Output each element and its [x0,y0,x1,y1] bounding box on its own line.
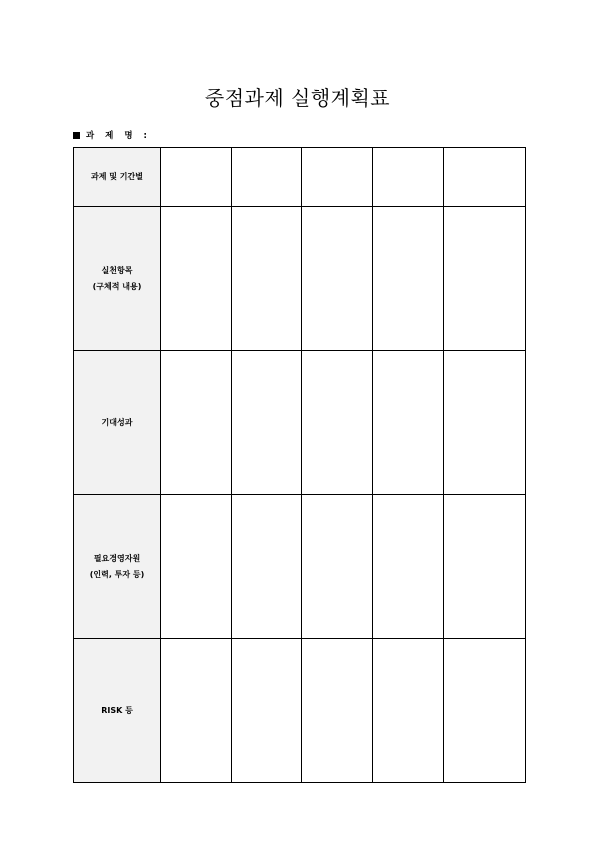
table-cell[interactable] [161,495,232,639]
table-cell[interactable] [373,351,444,495]
table-cell[interactable] [232,207,302,351]
row-label-action-items [74,207,161,351]
page-title: 중점과제 실행계획표 [204,86,391,110]
table-cell[interactable] [232,351,302,495]
table-cell[interactable] [373,495,444,639]
action-plan-table [73,147,526,783]
table-cell[interactable] [232,148,302,207]
row-label-text: RISK 등 [101,705,133,715]
table-cell[interactable] [302,148,373,207]
table-cell[interactable] [444,495,526,639]
table-cell[interactable] [161,351,232,495]
subject-line [73,129,151,141]
row-label-subtext: (구체적 내용) [92,281,142,291]
row-label-required-resources [74,495,161,639]
table-cell[interactable] [232,495,302,639]
row-label-risk [74,639,161,783]
subject-label: 과 제 명 : [86,131,151,141]
row-label-text: 실천항목 [101,266,133,276]
table-cell[interactable] [161,207,232,351]
row-label-text: 과제 및 기간별 [91,172,143,182]
table-cell[interactable] [302,495,373,639]
table-cell[interactable] [373,207,444,351]
table-row-required-resources [74,495,526,639]
table-row-risk [74,639,526,783]
table-cell[interactable] [444,207,526,351]
row-label-text: 필요경영자원 [93,554,141,564]
table-cell[interactable] [444,351,526,495]
table-cell[interactable] [444,148,526,207]
row-label-text: 기대성과 [101,417,133,427]
table-cell[interactable] [302,207,373,351]
table-cell[interactable] [161,148,232,207]
row-label-period [74,148,161,207]
table-row-period [74,148,526,207]
table-cell[interactable] [161,639,232,783]
table-cell[interactable] [373,639,444,783]
table-row-action-items [74,207,526,351]
table-cell[interactable] [444,639,526,783]
black-square-icon [73,132,80,139]
table-row-expected-results [74,351,526,495]
table-cell[interactable] [373,148,444,207]
row-label-subtext: (인력, 투자 등) [89,569,145,579]
table-cell[interactable] [302,639,373,783]
table-cell[interactable] [232,639,302,783]
row-label-expected-results [74,351,161,495]
table-cell[interactable] [302,351,373,495]
